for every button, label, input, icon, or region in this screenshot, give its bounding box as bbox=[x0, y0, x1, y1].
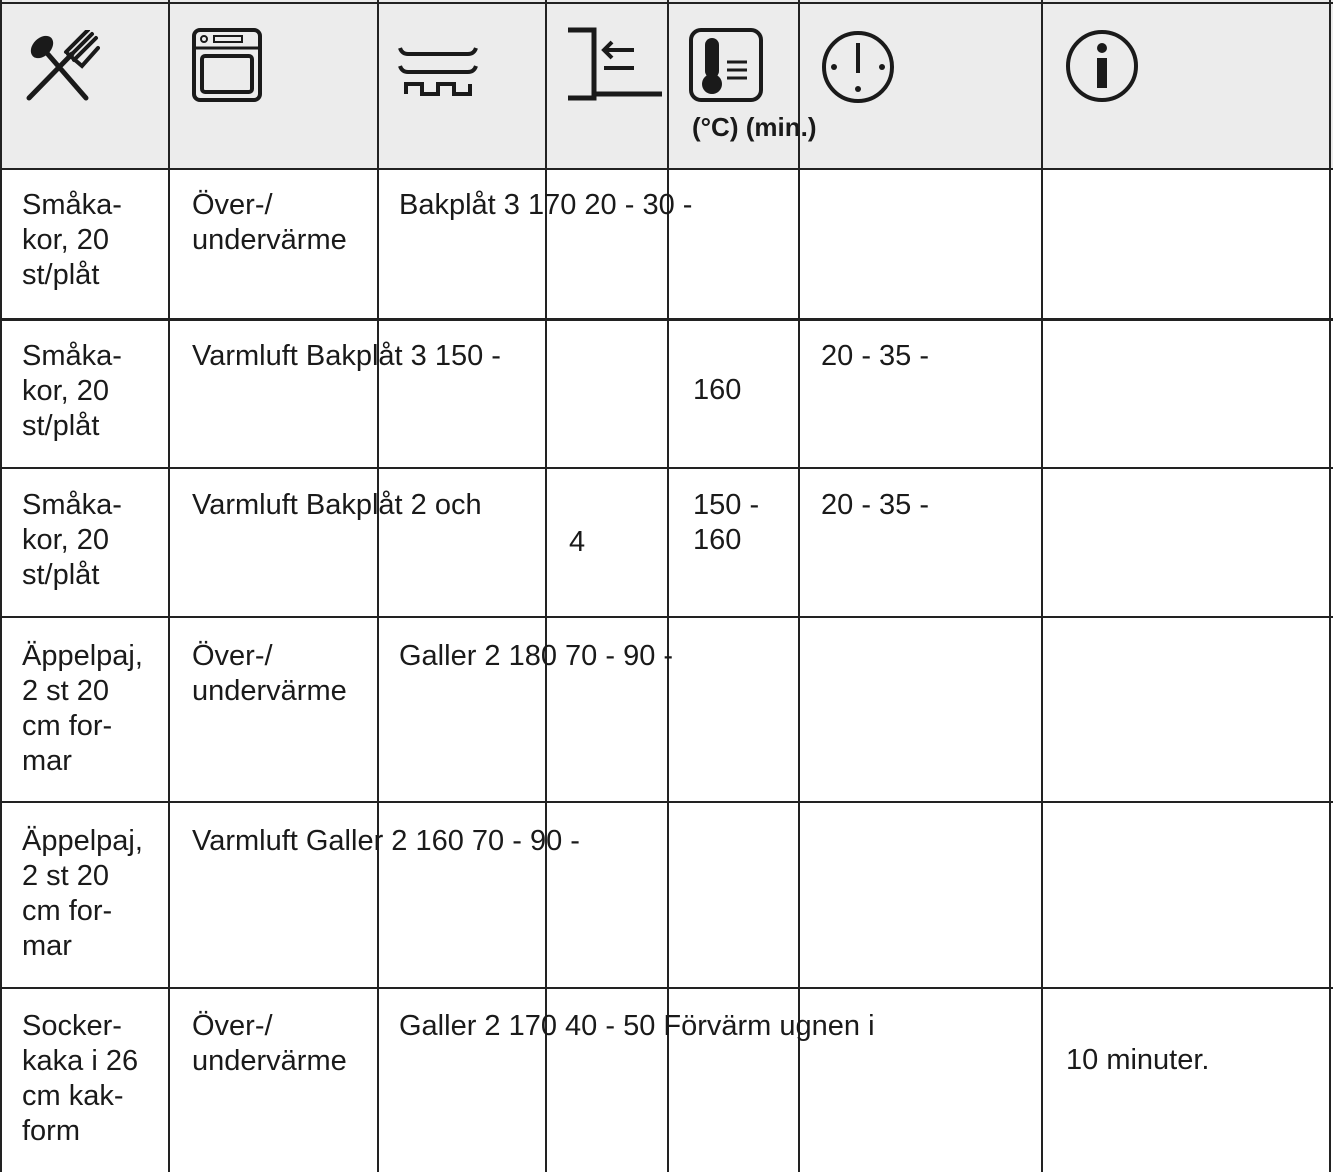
row-divider bbox=[0, 168, 1333, 170]
row-3-shelf: 4 bbox=[569, 526, 586, 558]
row-5-food: Äppelpaj, 2 st 20 cm for- mar bbox=[22, 825, 143, 962]
row-divider bbox=[0, 467, 1333, 469]
column-divider bbox=[377, 0, 379, 1172]
row-1-function: Över-/ undervärme bbox=[192, 189, 347, 256]
row-3-food: Småka- kor, 20 st/plåt bbox=[22, 489, 122, 591]
info-icon bbox=[1064, 28, 1140, 104]
thermometer-icon bbox=[689, 28, 765, 104]
row-4-food: Äppelpaj, 2 st 20 cm for- mar bbox=[22, 640, 143, 777]
row-2-temperature: 160 bbox=[693, 374, 742, 406]
row-3-values: Varmluft Bakplåt 2 och bbox=[192, 489, 482, 521]
column-divider bbox=[545, 0, 547, 1172]
row-4-values: Galler 2 180 70 - 90 - bbox=[399, 640, 674, 672]
table-border bbox=[1329, 0, 1331, 1172]
row-6-note: 10 minuter. bbox=[1066, 1044, 1210, 1076]
column-divider bbox=[1041, 0, 1043, 1172]
row-5-values: Varmluft Galler 2 160 70 - 90 - bbox=[192, 825, 580, 857]
row-1-food: Småka- kor, 20 st/plåt bbox=[22, 189, 122, 291]
oven-icon bbox=[192, 28, 264, 104]
row-3-time: 20 - 35 - bbox=[821, 489, 929, 521]
table-border bbox=[0, 2, 1333, 4]
row-divider bbox=[0, 987, 1333, 989]
row-6-values: Galler 2 170 40 - 50 Förvärm ugnen i bbox=[399, 1010, 875, 1042]
column-divider bbox=[168, 0, 170, 1172]
shelf-position-icon bbox=[566, 26, 664, 102]
row-divider bbox=[0, 801, 1333, 803]
row-divider bbox=[0, 318, 1333, 321]
row-3-temperature: 150 - 160 bbox=[693, 489, 760, 556]
units-label: (°C) (min.) bbox=[692, 112, 817, 142]
row-2-values: Varmluft Bakplåt 3 150 - bbox=[192, 340, 501, 372]
row-1-values: Bakplåt 3 170 20 - 30 - bbox=[399, 189, 693, 221]
column-divider bbox=[667, 0, 669, 1172]
row-4-function: Över-/ undervärme bbox=[192, 640, 347, 707]
table-border bbox=[0, 0, 2, 1172]
row-divider bbox=[0, 616, 1333, 618]
column-divider bbox=[798, 0, 800, 1172]
heating-function-icon bbox=[398, 42, 478, 98]
row-6-function: Över-/ undervärme bbox=[192, 1010, 347, 1077]
row-6-food: Socker- kaka i 26 cm kak- form bbox=[22, 1010, 139, 1147]
timer-icon bbox=[820, 29, 896, 105]
row-2-time: 20 - 35 - bbox=[821, 340, 929, 372]
row-2-food: Småka- kor, 20 st/plåt bbox=[22, 340, 122, 442]
utensils-icon bbox=[24, 30, 100, 102]
